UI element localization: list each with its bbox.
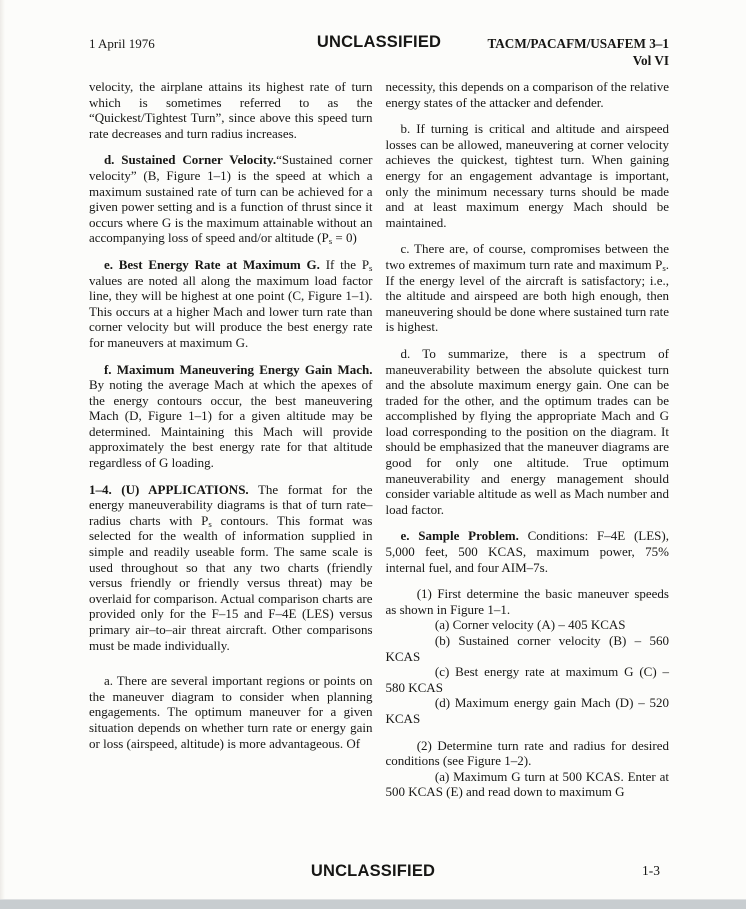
paragraph: b. If turning is critical and altitude and airspeed losses can be allowed, maneuvering at corner velocity achieves the quickest, tightest turn. When gaining energy for an engagement advantage is important, only the minimum necessary turns should be made and at least maximum energy Mach should be maintained. bbox=[385, 121, 669, 230]
paragraph: 1–4. (U) APPLICATIONS. The format for the energy maneuverability diagrams is that of turn rate–radius charts with $P_s$ contours. This format was selected for the wealth of information supplied in simple and readily useable form. The same scale is used throughout so that any two charts (friendly versus friendly or friendly versus threat) may be overlaid for comparison. Actual comparison charts are provided only for the F–15 and F–4E (LES) versus primary air–to–air threat aircraft. Other comparisons must be made individually. bbox=[89, 481, 373, 653]
paragraph: a. There are several important regions or points on the maneuver diagram to consider when planning engagements. The optimum maneuver for a given situation depends on whether turn rate or energy gain or loss (airspeed, altitude) is more advantageous. Of bbox=[89, 673, 373, 751]
footer-page-number: 1-3 bbox=[642, 863, 660, 878]
page-header bbox=[89, 33, 669, 81]
footer-classification-banner: UNCLASSIFIED bbox=[310, 862, 436, 880]
paragraph: necessity, this depends on a comparison of the relative energy states of the attacker and defender. bbox=[385, 79, 669, 110]
paragraph: d. To summarize, there is a spectrum of maneuverability between the absolute quickest turn and the absolute maximum energy gain. One can be traded for the other, and the optimum trades can be accomplished by flying the appropriate Mach and G load corresponding to the position on the diagram. It should be emphasized that the maneuver diagrams are good for only one altitude. True optimum maneuverability and energy management should consider variable altitude as well as Mach number and load factor. bbox=[385, 345, 669, 517]
paragraph: c. There are, of course, compromises between the two extremes of maximum turn rate and maximum $P_s$. If the energy level of the aircraft is satisfactory; i.e., the altitude and airspeed are both high enough, then maneuvering should be done where sustained turn rate is highest. bbox=[385, 241, 669, 335]
paragraph: (a) Corner velocity (A) – 405 KCAS bbox=[434, 617, 626, 633]
paragraph: (d) Maximum energy gain Mach (D) – 520 KCAS bbox=[385, 695, 669, 726]
page-body bbox=[89, 79, 669, 800]
scan-edge-left bbox=[0, 0, 5, 909]
document-id: TACM/PACAFM/USAFEM 3–1 bbox=[487, 36, 669, 51]
paragraph: (2) Determine turn rate and radius for desired conditions (see Figure 1–2). bbox=[385, 737, 669, 769]
document-volume: Vol VI bbox=[632, 53, 669, 68]
paragraph: velocity, the airplane attains its highest rate of turn which is sometimes referred to as the “Quickest/Tightest Turn”, since above this speed turn rate decreases and turn radius increases. bbox=[89, 79, 373, 141]
scan-edge-bottom bbox=[0, 899, 746, 909]
paragraph: d. Sustained Corner Velocity.“Sustained corner velocity” (B, Figure 1–1) is the speed at which a maximum sustained rate of turn can be achieved for a given power setting and is a function of thrust since it occurs where G is the maximum attainable without an accompanying loss of speed and/or altitude $(P_s = 0)$ bbox=[89, 152, 373, 247]
paragraph: e. Sample Problem. Conditions: F–4E (LES), 5,000 feet, 500 KCAS, maximum power, 75% internal fuel, and four AIM–7s. bbox=[385, 528, 669, 575]
subscript-s: s bbox=[328, 236, 333, 247]
header-document-id-block bbox=[487, 35, 669, 69]
paragraph: f. Maximum Maneuvering Energy Gain Mach. By noting the average Mach at which the apexes of the energy contours occur, the best maneuvering Mach (D, Figure 1–1) for a given altitude may be determined. Maintaining this Mach will provide approximately the best energy rate for that altitude regardless of G loading. bbox=[89, 361, 373, 471]
right-column bbox=[386, 79, 670, 800]
paragraph: e. Best Energy Rate at Maximum G. If the $P_s$ values are noted all along the maximum load factor line, they will be highest at one point (C, Figure 1–1). This occurs at a higher Mach and lower turn rate than corner velocity but will produce the best energy rate for maneuvers at maximum G. bbox=[89, 256, 373, 350]
subscript-s: s bbox=[369, 263, 373, 274]
subscript-s: s bbox=[662, 263, 666, 274]
header-classification-banner: UNCLASSIFIED bbox=[316, 33, 442, 51]
paragraph: (c) Best energy rate at maximum G (C) – 580 KCAS bbox=[385, 664, 669, 695]
header-date: 1 April 1976 bbox=[89, 36, 155, 51]
paragraph: (b) Sustained corner velocity (B) – 560 KCAS bbox=[385, 633, 669, 664]
subscript-s: s bbox=[208, 519, 212, 530]
paragraph: (1) First determine the basic maneuver speeds as shown in Figure 1–1. bbox=[385, 586, 669, 617]
left-column bbox=[89, 79, 373, 800]
paragraph: (a) Maximum G turn at 500 KCAS. Enter at 500 KCAS (E) and read down to maximum G bbox=[385, 768, 669, 800]
